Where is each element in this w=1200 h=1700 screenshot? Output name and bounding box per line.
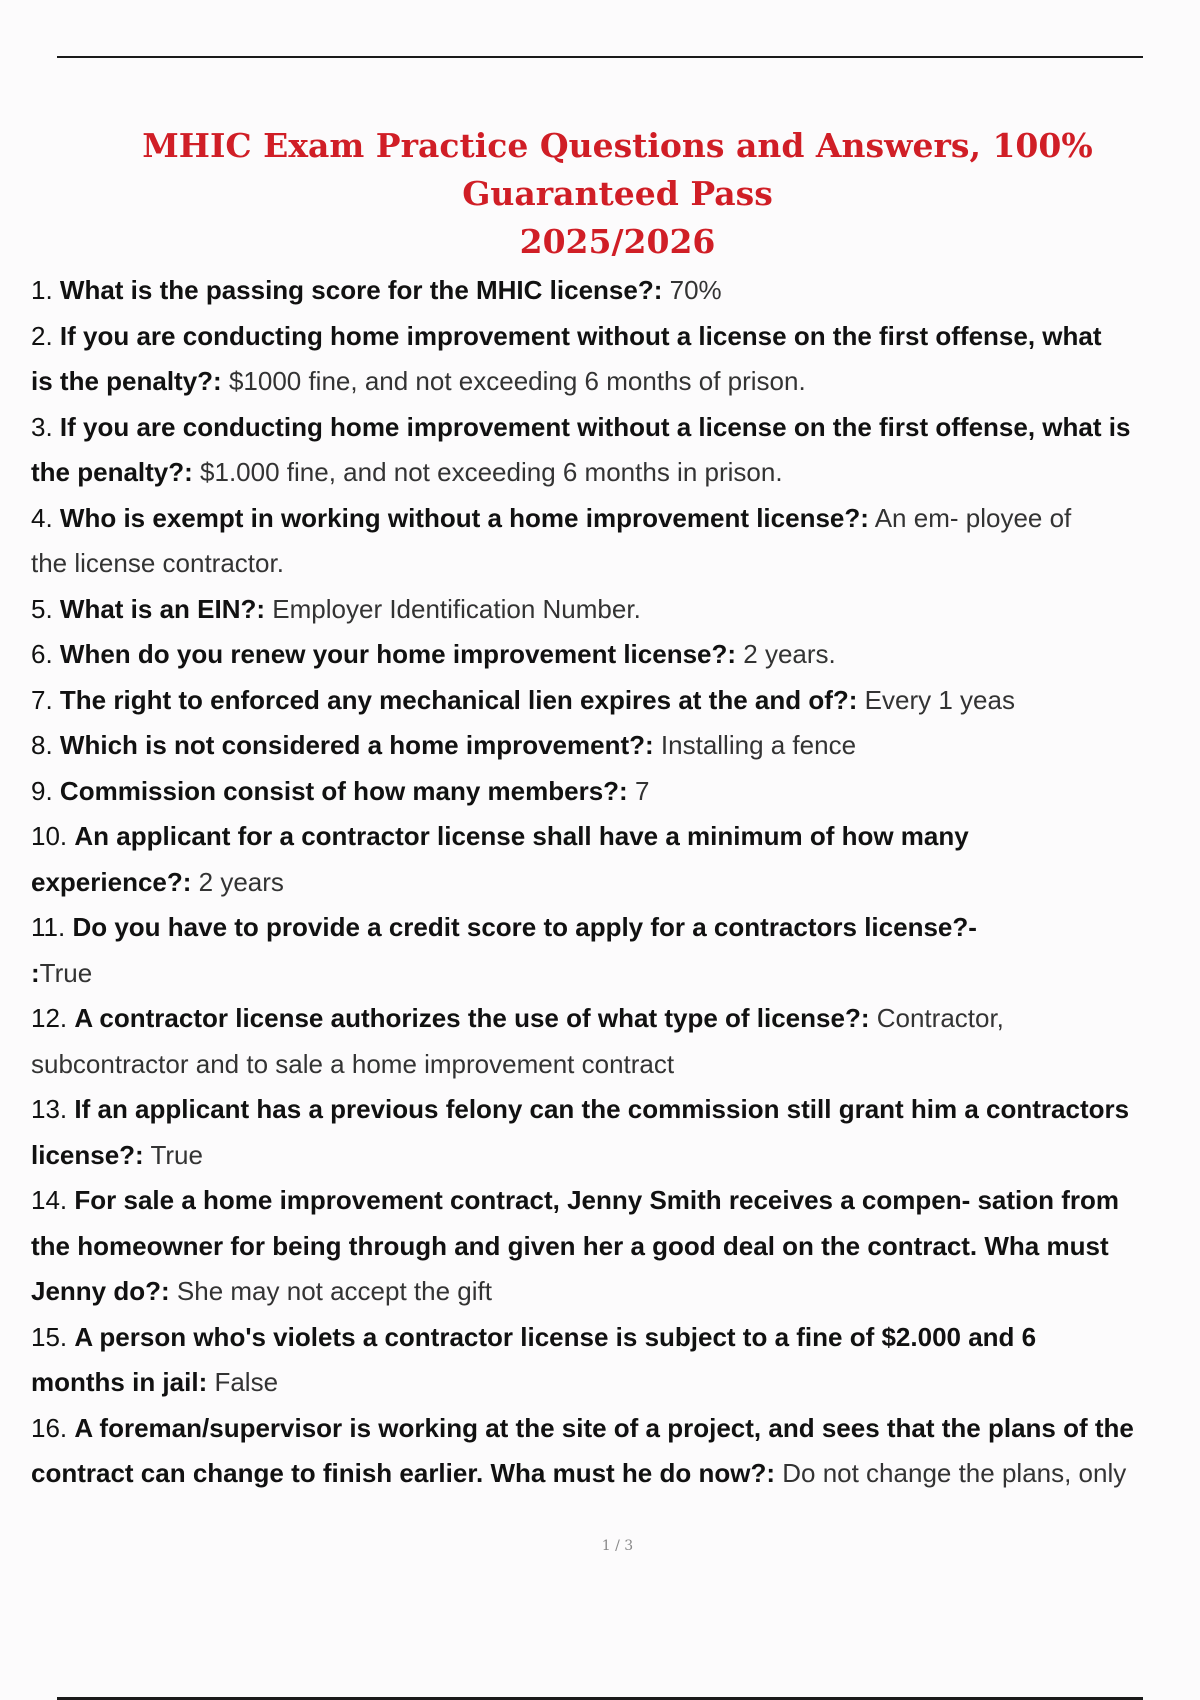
list-item xyxy=(31,268,1200,314)
question-text: experience?: xyxy=(31,866,192,897)
question-text: Do you have to provide a credit score to apply for a contractors license?- xyxy=(72,912,977,942)
question-text: Who is exempt in working without a home improvement license?: xyxy=(59,502,869,533)
question-text: When do you renew your home improvement license?: xyxy=(59,639,737,669)
item-number: 8. xyxy=(31,730,53,760)
answer-text: An em- ployee of xyxy=(874,502,1072,533)
question-text: license?: xyxy=(31,1139,144,1170)
list-item xyxy=(31,314,1200,360)
item-number: 16. xyxy=(31,1412,68,1443)
item-number: 11. xyxy=(31,912,66,942)
item-number: 15. xyxy=(31,1321,68,1352)
list-item xyxy=(31,587,1200,633)
question-text: Jenny do?: xyxy=(31,1276,170,1306)
list-item xyxy=(31,678,1200,724)
answer-text: subcontractor and to sale a home improvement contract xyxy=(31,1048,675,1079)
list-item xyxy=(31,1178,1200,1224)
list-item xyxy=(31,1087,1200,1133)
top-rule xyxy=(57,56,1143,58)
item-number: 14. xyxy=(31,1185,68,1215)
item-number: 2. xyxy=(31,320,53,351)
list-item xyxy=(31,814,1200,860)
item-number: 7. xyxy=(31,684,53,715)
list-item-continuation xyxy=(31,951,1200,997)
list-item xyxy=(31,1315,1200,1361)
list-item xyxy=(31,769,1200,815)
list-item-continuation xyxy=(31,1224,1200,1270)
answer-text: Employer Identification Number. xyxy=(272,593,641,624)
question-text: What is the passing score for the MHIC license?: xyxy=(59,275,663,305)
item-number: 6. xyxy=(31,639,53,669)
list-item-continuation xyxy=(31,1269,1200,1315)
list-item-continuation xyxy=(31,541,1200,587)
question-list xyxy=(31,268,1200,1497)
question-text: The right to enforced any mechanical lien expires at the and of?: xyxy=(59,684,858,715)
list-item xyxy=(31,1406,1200,1452)
item-number: 4. xyxy=(31,502,53,533)
question-text: the homeowner for being through and given her a good deal on the contract. Wha must xyxy=(31,1230,1109,1261)
answer-text: $1000 fine, and not exceeding 6 months of prison. xyxy=(228,366,806,396)
question-text: contract can change to finish earlier. Wha must he do now?: xyxy=(31,1458,775,1488)
item-number: 5. xyxy=(31,593,53,624)
question-text: Commission consist of how many members?: xyxy=(59,775,628,806)
list-item-continuation xyxy=(31,1360,1200,1406)
answer-text: Contractor, xyxy=(876,1003,1004,1033)
question-text: For sale a home improvement contract, Jenny Smith receives a compen- sation from xyxy=(74,1185,1120,1215)
list-item xyxy=(31,905,1200,951)
question-text: the penalty?: xyxy=(31,457,193,487)
item-number: 10. xyxy=(31,821,68,851)
item-number: 1. xyxy=(31,275,53,305)
answer-text: 7 xyxy=(634,775,650,806)
answer-text: the license contractor. xyxy=(31,548,284,578)
item-number: 13. xyxy=(31,1094,68,1124)
item-number: 3. xyxy=(31,411,53,442)
question-text: is the penalty?: xyxy=(31,366,222,396)
item-number: 12. xyxy=(31,1003,68,1033)
list-item-continuation xyxy=(31,860,1200,906)
list-item xyxy=(31,723,1200,769)
item-number: 9. xyxy=(31,775,53,806)
list-item xyxy=(31,496,1200,542)
title-line-2: 2025/2026 xyxy=(519,222,716,261)
list-item xyxy=(31,632,1200,678)
question-text: An applicant for a contractor license shall have a minimum of how many xyxy=(74,821,969,851)
title-line-1: MHIC Exam Practice Questions and Answers, 100% Guaranteed Pass xyxy=(142,126,1093,213)
list-item-continuation xyxy=(31,359,1200,405)
question-text: What is an EIN?: xyxy=(59,593,266,624)
question-text: A person who's violets a contractor license is subject to a fine of $2.000 and 6 xyxy=(74,1321,1037,1352)
answer-text: 2 years xyxy=(198,866,284,897)
answer-text: 70% xyxy=(669,275,722,305)
page-indicator: 1 / 3 xyxy=(601,1538,634,1554)
question-text: months in jail: xyxy=(31,1367,208,1397)
answer-text: False xyxy=(214,1367,279,1397)
answer-text: True xyxy=(150,1139,203,1170)
list-item xyxy=(31,996,1200,1042)
answer-text: Installing a fence xyxy=(660,730,857,760)
list-item-continuation xyxy=(31,1451,1200,1497)
question-text: A contractor license authorizes the use of what type of license?: xyxy=(74,1003,870,1033)
answer-text: Do not change the plans, only xyxy=(782,1458,1127,1488)
list-item-continuation xyxy=(31,450,1200,496)
question-text: If you are conducting home improvement without a license on the first offense, what xyxy=(59,320,1102,351)
answer-text: True xyxy=(39,957,93,988)
question-text: If an applicant has a previous felony can the commission still grant him a contractors xyxy=(74,1094,1130,1124)
answer-text: Every 1 yeas xyxy=(864,684,1015,715)
list-item-continuation xyxy=(31,1133,1200,1179)
answer-text: 2 years. xyxy=(743,639,836,669)
question-text: If you are conducting home improvement without a license on the first offense, what is xyxy=(59,411,1131,442)
answer-text: She may not accept the gift xyxy=(176,1276,492,1306)
list-item-continuation xyxy=(31,1042,1200,1088)
answer-text: $1.000 fine, and not exceeding 6 months in prison. xyxy=(200,457,783,487)
document-title xyxy=(40,122,1195,266)
list-item xyxy=(31,405,1200,451)
question-text: A foreman/supervisor is working at the site of a project, and sees that the plans of the xyxy=(74,1412,1134,1443)
question-text: Which is not considered a home improvement?: xyxy=(59,730,654,760)
question-text: : xyxy=(31,957,40,988)
